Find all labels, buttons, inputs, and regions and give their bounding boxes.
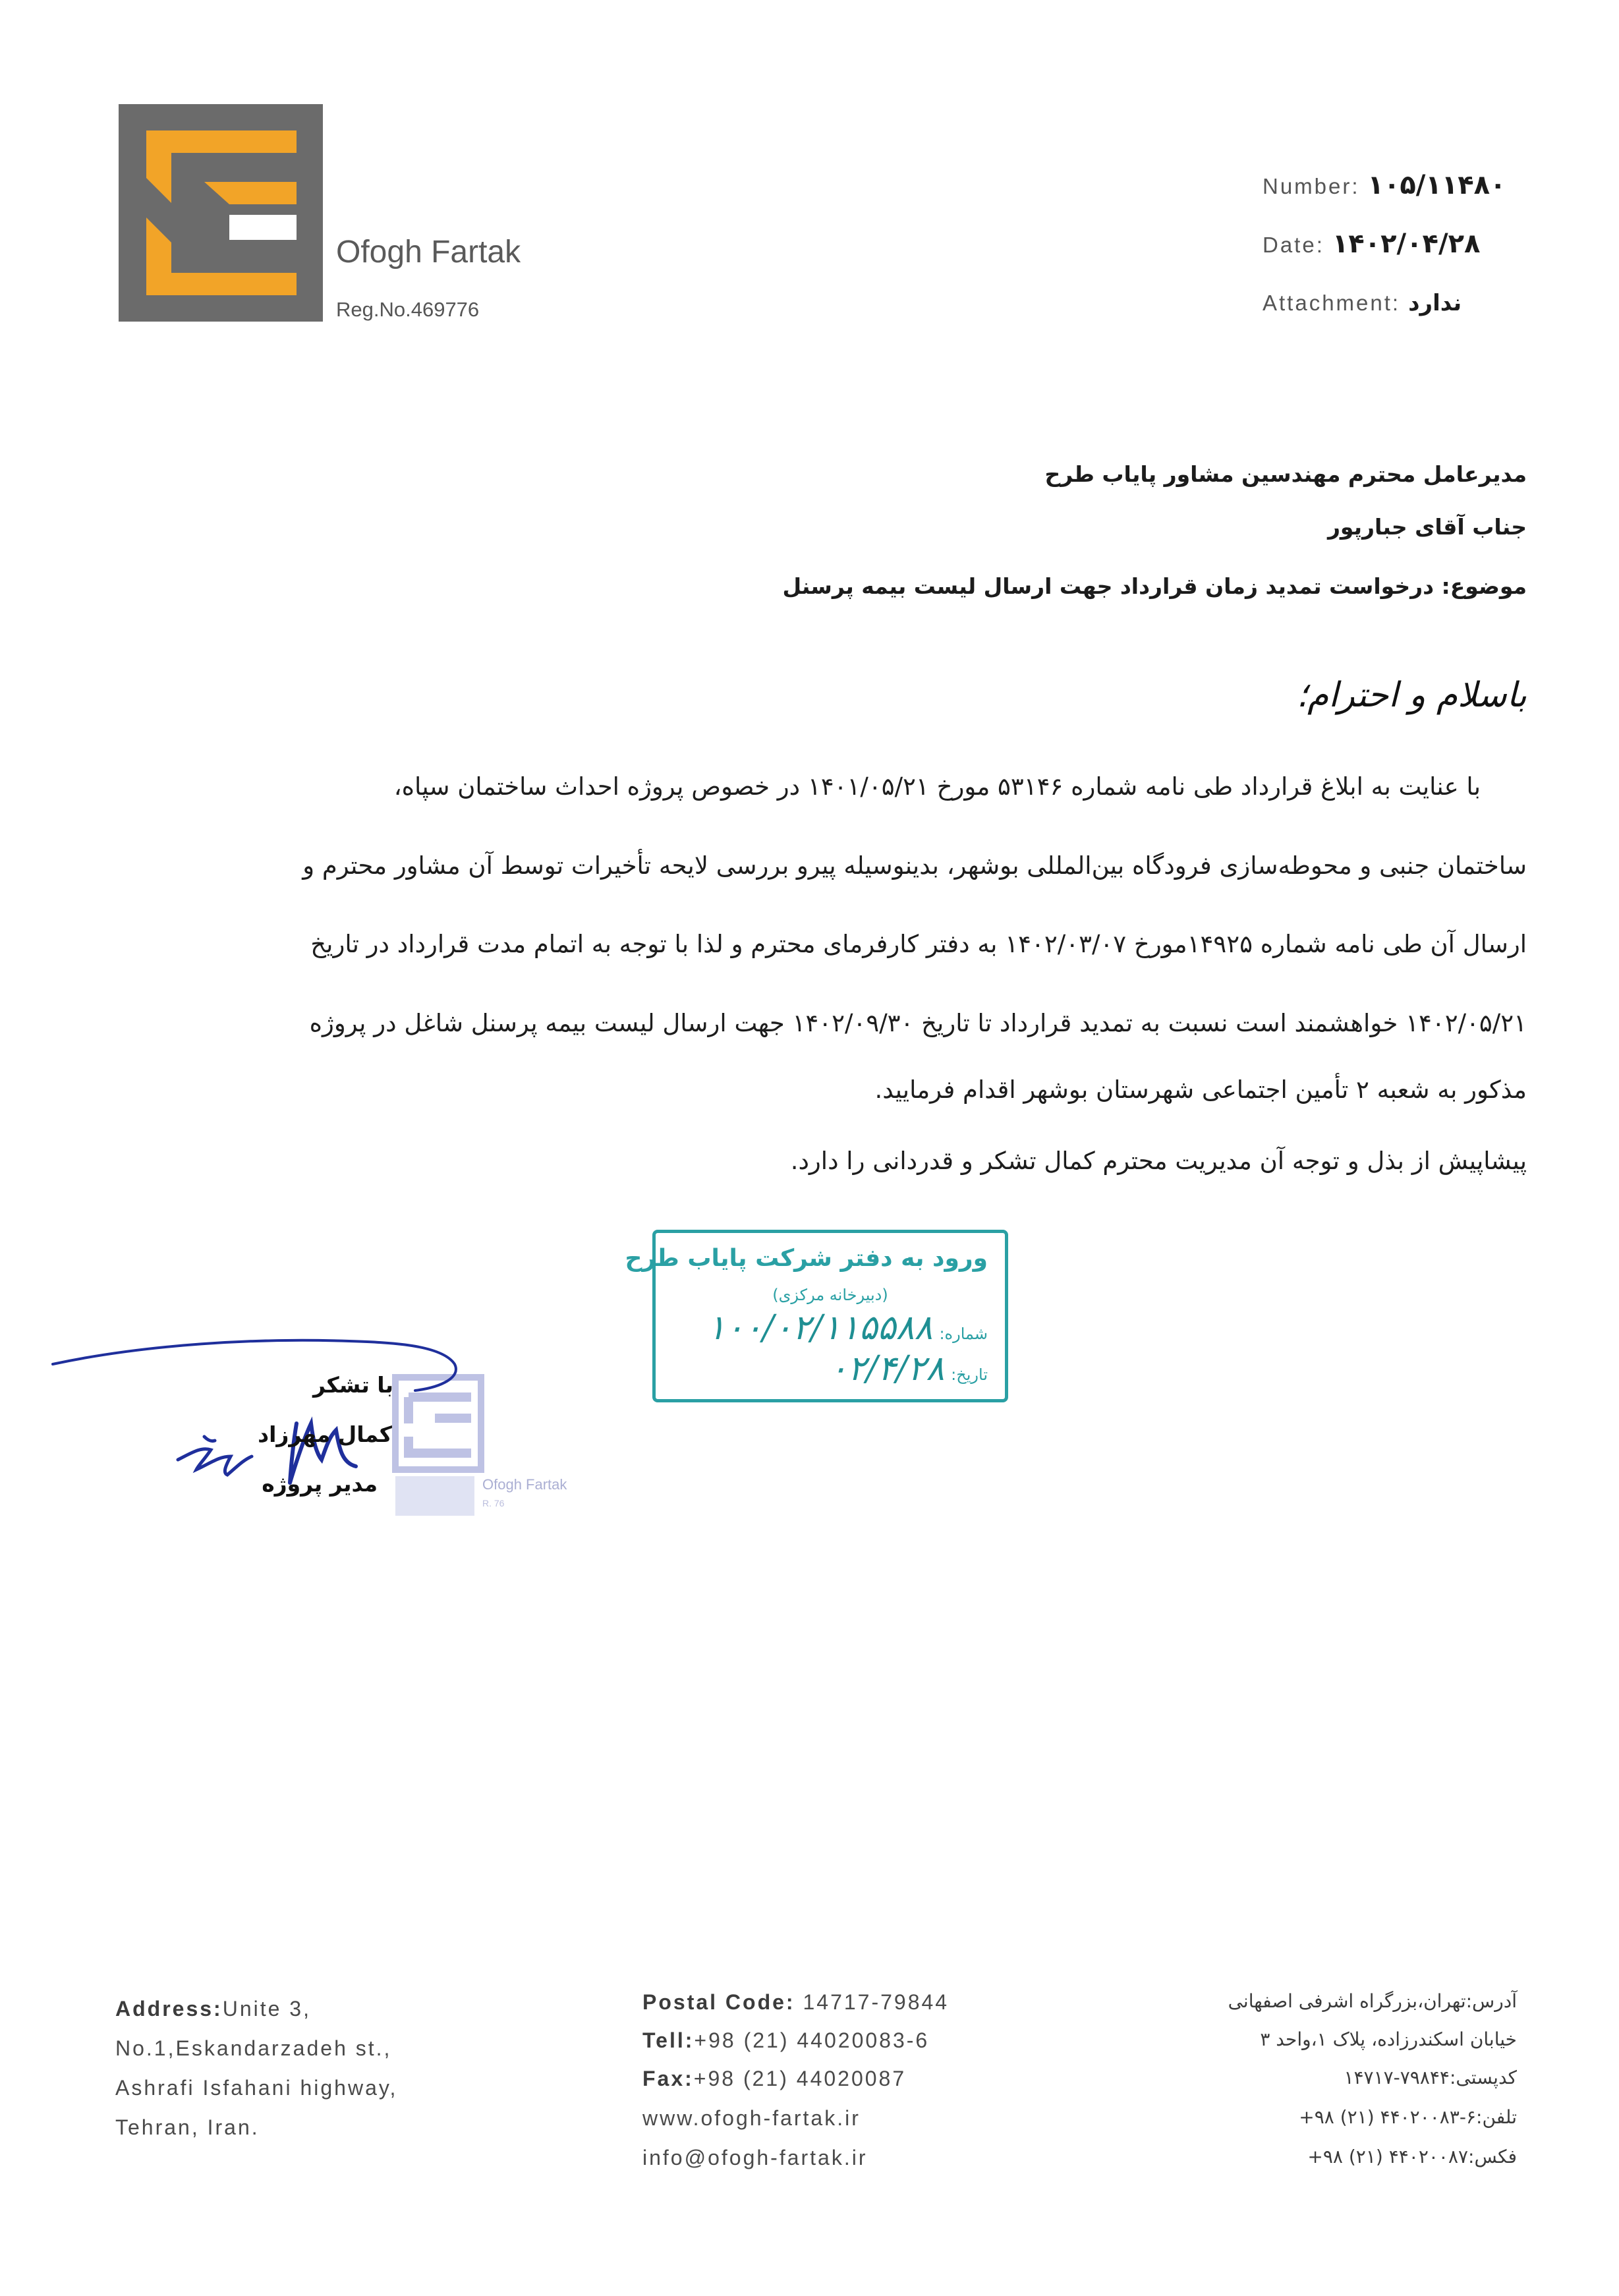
signatory-role: مدیر پروژه: [262, 1471, 378, 1497]
postal-value: 14717-79844: [803, 1990, 950, 2014]
footer-fa-line: کدپستی:۷۹۸۴۴-۱۴۷۱۷: [1344, 2067, 1517, 2088]
svg-text:Ofogh Fartak: Ofogh Fartak: [482, 1476, 567, 1493]
number-label: Number:: [1263, 174, 1360, 198]
letter-number-row: [1263, 170, 1506, 200]
fax-value: +98 (21) 44020087: [693, 2067, 907, 2090]
company-name: Ofogh Fartak: [336, 235, 521, 270]
letter-subject: موضوع: درخواست تمدید زمان قرارداد جهت ارسال لیست بیمه پرسنل: [782, 573, 1527, 599]
signature-thanks: با تشکر: [313, 1372, 393, 1398]
address-label: Address:: [115, 1997, 223, 2021]
letter-date-row: [1263, 229, 1480, 259]
number-value: ۱۰۵/۱۱۴۸۰: [1367, 170, 1506, 200]
received-stamp: [625, 1230, 1008, 1402]
stamp-number-value: ۱۰۰/۰۲/۱۱۵۵۸۸: [707, 1308, 933, 1348]
stamp-date-label: تاریخ:: [951, 1365, 988, 1384]
body-line: مذکور به شعبه ۲ تأمین اجتماعی شهرستان بوشهر اقدام فرمایید.: [874, 1076, 1527, 1104]
stamp-date-value: ۰۲/۴/۲۸: [829, 1349, 945, 1389]
signature: [46, 1325, 468, 1522]
footer-fa-line: فکس:۴۴۰۲۰۰۸۷ (۲۱) ۹۸+: [1307, 2146, 1517, 2167]
date-label: Date:: [1263, 233, 1324, 257]
tel-label: Tell:: [642, 2028, 695, 2052]
footer-address-line: Tehran, Iran.: [115, 2115, 260, 2139]
footer-telephone: [642, 2028, 929, 2053]
footer-fa-line: تلفن:۶-۴۴۰۲۰۰۸۳ (۲۱) ۹۸+: [1299, 2106, 1517, 2128]
logo-base: [119, 302, 323, 322]
footer-address-line: Ashrafi Isfahani highway,: [115, 2076, 398, 2100]
recipient-name: جناب آقای جبارپور: [1327, 514, 1527, 540]
footer-postal-code: [642, 1990, 949, 2015]
attachment-label: Attachment:: [1263, 291, 1401, 315]
company-logo: [119, 104, 323, 322]
body-line: با عنایت به ابلاغ قرارداد طی نامه شماره ۵۳۱۴۶ مورخ ۱۴۰۱/۰۵/۲۱ در خصوص پروژه احداث ساختمان سپاه،: [393, 772, 1481, 801]
date-value: ۱۴۰۲/۰۴/۲۸: [1332, 229, 1481, 259]
stamp-number-row: [707, 1308, 988, 1348]
footer-website-link[interactable]: www.ofogh-fartak.ir: [642, 2106, 861, 2130]
fax-label: Fax:: [642, 2067, 694, 2090]
stamp-subtitle: (دبیرخانه مرکزی): [772, 1286, 888, 1304]
stamp-title: ورود به دفتر شرکت پایاب طرح: [625, 1245, 988, 1272]
body-line: ساختمان جنبی و محوطه‌سازی فرودگاه بین‌المللی بوشهر، بدینوسیله پیرو بررسی لایحه تأخیرات توسط آن مشاور محترم و: [302, 851, 1527, 880]
signatory-name: کمال مهرزاد: [258, 1421, 392, 1447]
tel-value: +98 (21) 44020083-6: [694, 2028, 930, 2052]
footer-fa-line: خیابان اسکندرزاده، پلاک ۱،واحد ۳: [1260, 2028, 1517, 2050]
footer-fa-line: آدرس:تهران،بزرگراه اشرفی اصفهانی: [1228, 1990, 1517, 2012]
attachment-value: ندارد: [1408, 290, 1462, 316]
footer-email-link[interactable]: info@ofogh-fartak.ir: [642, 2146, 868, 2169]
body-line: ۱۴۰۲/۰۵/۲۱ خواهشمند است نسبت به تمدید قرارداد تا تاریخ ۱۴۰۲/۰۹/۳۰ جهت ارسال لیست بیمه پرسنل شاغل در پروژه: [309, 1009, 1527, 1037]
body-line: پیشاپیش از بذل و توجه آن مدیریت محترم کمال تشکر و قدردانی را دارد.: [790, 1147, 1527, 1175]
registration-number: Reg.No.469776: [336, 298, 480, 321]
salutation: باسلام و احترام؛: [1296, 675, 1527, 715]
body-line: ارسال آن طی نامه شماره ۱۴۹۲۵مورخ ۱۴۰۲/۰۳/۰۷ به دفتر کارفرمای محترم و لذا با توجه به اتمام مدت قرارداد در تاریخ: [310, 930, 1527, 958]
postal-label: Postal Code:: [642, 1990, 795, 2014]
attachment-row: [1263, 290, 1462, 316]
recipient-title: مدیرعامل محترم مهندسین مشاور پایاب طرح: [1044, 461, 1527, 487]
address-line-1: Unite 3,: [222, 1997, 311, 2021]
footer-address-line: No.1,Eskandarzadeh st.,: [115, 2036, 392, 2060]
footer-address-line: [115, 1997, 311, 2021]
svg-text:R. 76: R. 76: [482, 1498, 505, 1508]
stamp-date-row: [829, 1349, 988, 1389]
logo-notch: [229, 215, 297, 240]
footer-fax: [642, 2067, 906, 2091]
stamp-number-label: شماره:: [939, 1325, 988, 1343]
